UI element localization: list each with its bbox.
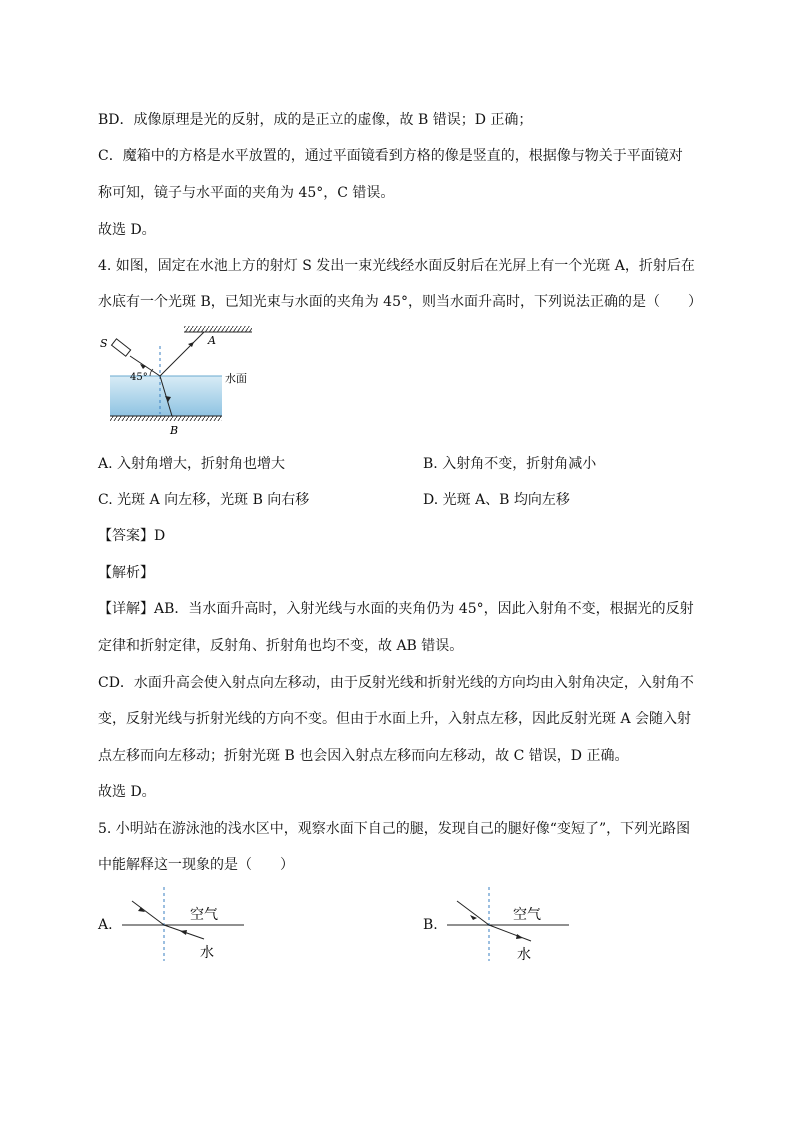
label-b: B	[170, 424, 179, 437]
q5-stem-line-2: 中能解释这一现象的是（ ）	[98, 857, 294, 873]
air-label: 空气	[190, 907, 218, 923]
q4-option-d: D. 光斑 A、B 均向左移	[423, 492, 570, 508]
ray-in-air	[132, 901, 164, 925]
screen-hatch	[184, 326, 252, 332]
q4-answer: 【答案】D	[98, 528, 166, 544]
label-s: S	[100, 337, 108, 350]
q5-option-a-label: A.	[98, 917, 113, 933]
water-label: 水	[200, 945, 214, 961]
q4-detail-line-1: 【详解】AB．当水面升高时，入射光线与水面的夹角仍为 45°，因此入射角不变，根据光的反射	[98, 601, 694, 617]
q4-detail-line-4: 变，反射光线与折射光线的方向不变。但由于水面上升，入射点左移，因此反射光斑 A 会随入射	[98, 711, 692, 727]
reflected-arrow	[188, 342, 194, 347]
ray-in-water-arrow	[516, 934, 523, 939]
q3-conclusion: 故选 D。	[98, 222, 156, 238]
q5-option-b-label: B.	[423, 917, 438, 933]
q4-conclusion: 故选 D。	[98, 784, 156, 800]
spotlight-icon	[112, 339, 131, 356]
label-a: A	[208, 334, 216, 347]
q4-option-b: B. 入射角不变，折射角减小	[423, 456, 597, 472]
q4-detail-line-2: 定律和折射定律，反射角、折射角也均不变，故 AB 错误。	[98, 638, 464, 654]
q5-stem-line-1: 5. 小明站在游泳池的浅水区中，观察水面下自己的腿，发现自己的腿好像“变短了”，下列光路图	[98, 821, 691, 837]
q4-light-figure	[92, 322, 262, 442]
water-surface-label: 水面	[225, 372, 247, 385]
q5-option-b-figure	[443, 883, 573, 963]
air-label: 空气	[513, 907, 541, 923]
q3-line-3: 称可知，镜子与水平面的夹角为 45°，C 错误。	[98, 185, 395, 201]
q4-detail-line-3: CD．水面升高会使入射点向左移动，由于反射光线和折射光线的方向均由入射角决定，入射角不	[98, 675, 694, 691]
pool-bottom-hatch	[110, 416, 222, 421]
q3-line-1: BD．成像原理是光的反射，成的是正立的虚像，故 B 错误；D 正确；	[98, 112, 533, 128]
q3-line-2: C．魔箱中的方格是水平放置的，通过平面镜看到方格的像是竖直的，根据像与物关于平面镜对	[98, 148, 683, 164]
q4-option-c: C. 光斑 A 向左移，光斑 B 向右移	[98, 492, 310, 508]
ray-in-water	[489, 925, 531, 941]
q5-option-a-figure	[118, 883, 248, 963]
q4-analysis-title: 【解析】	[98, 565, 154, 581]
q4-stem-line-2: 水底有一个光斑 B，已知光束与水面的夹角为 45°，则当水面升高时，下列说法正确的是（ ）	[98, 294, 703, 310]
angle-label: 45°	[130, 372, 148, 383]
ray-in-air	[457, 901, 489, 925]
q4-detail-line-5: 点左移而向左移动；折射光斑 B 也会因入射点左移而向左移动，故 C 错误，D 正确。	[98, 748, 629, 764]
q4-option-a: A. 入射角增大，折射角也增大	[98, 456, 286, 472]
reflected-ray	[160, 332, 204, 376]
q4-stem-line-1: 4. 如图，固定在水池上方的射灯 S 发出一束光线经水面反射后在光屏上有一个光斑 A，折射后在	[98, 258, 695, 274]
water-label: 水	[517, 947, 531, 963]
